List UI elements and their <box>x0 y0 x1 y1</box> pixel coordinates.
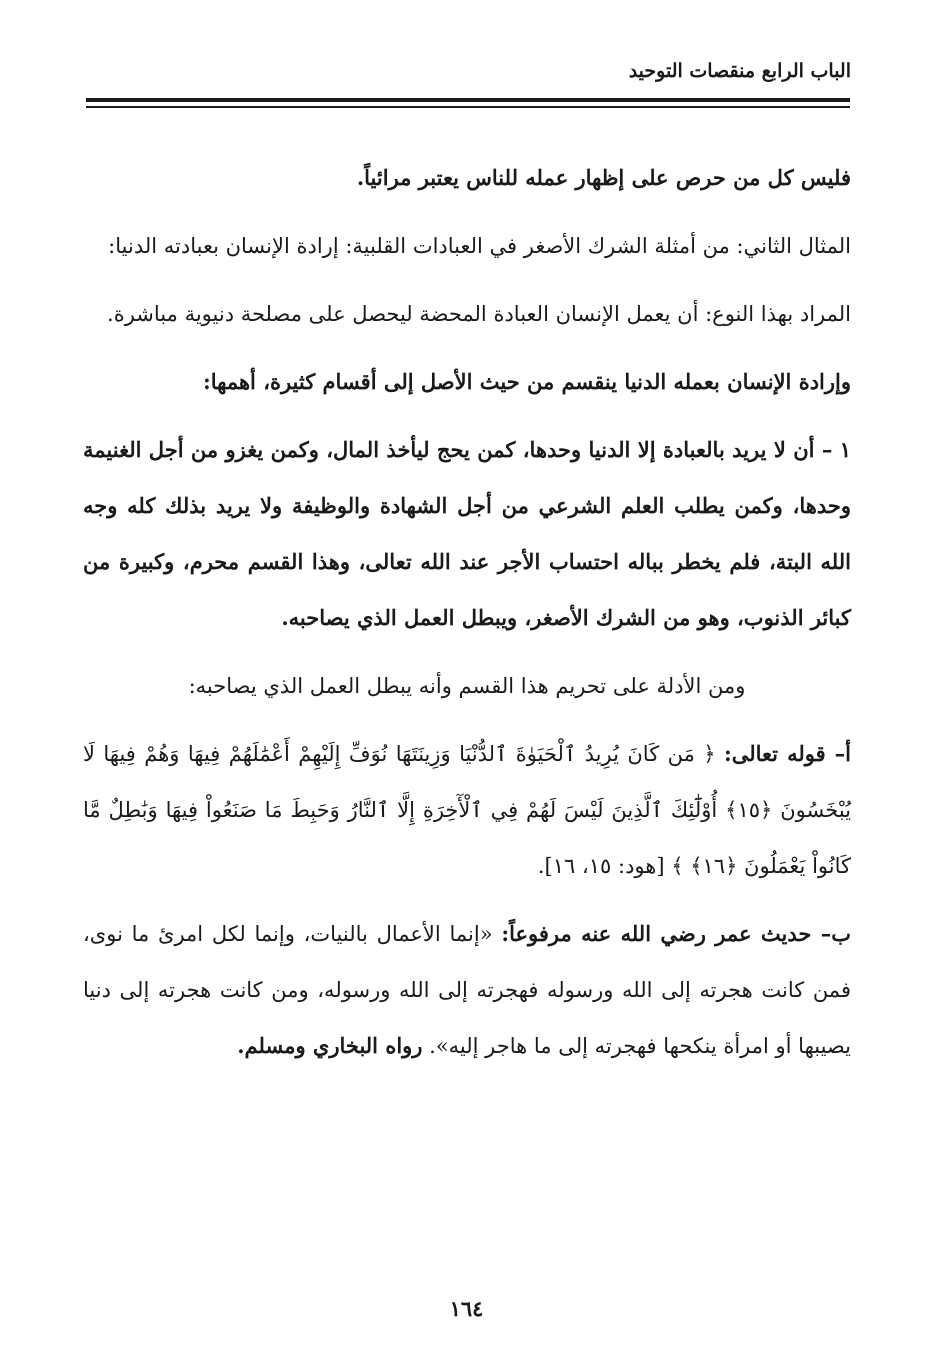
paragraph-3: المراد بهذا النوع: أن يعمل الإنسان العبادة المحضة ليحصل على مصلحة دنيوية مباشرة. <box>107 302 851 326</box>
paragraph-4: وإرادة الإنسان بعمله الدنيا ينقسم من حيث الأصل إلى أقسام كثيرة، أهمها: <box>203 369 851 394</box>
quran-verse: ﴿ مَن كَانَ يُرِيدُ ٱلْحَيَوٰةَ ٱلدُّنْيَا وَزِينَتَهَا نُوَفِّ إِلَيْهِمْ أَعْمَٰلَهُمْ فِيهَا وَهُمْ فِيهَا لَا يُبْخَسُونَ ﴿١٥﴾ أُوْلَٰٓئِكَ ٱلَّذِينَ لَيْسَ لَهُمْ فِي ٱلْأٓخِرَةِ إِلَّا ٱلنَّارُ وَحَبِطَ مَا صَنَعُواْ فِيهَا وَبَٰطِلٌ مَّا كَانُواْ يَعْمَلُونَ ﴿١٦﴾ ﴾ <box>83 742 851 878</box>
paragraph-2: المثال الثاني: من أمثلة الشرك الأصغر في العبادات القلبية: إرادة الإنسان بعبادته الدنيا: <box>108 234 851 258</box>
evidence-a-lead: أ– قوله تعالى: <box>723 741 851 766</box>
evidence-b-lead: ب– حديث عمر رضي الله عنه مرفوعاً: <box>501 921 851 946</box>
verse-reference: [هود: ١٥، ١٦]. <box>537 854 665 878</box>
paragraph-6: ومن الأدلة على تحريم هذا القسم وأنه يبطل العمل الذي يصاحبه: <box>188 674 746 698</box>
paragraph-8 <box>83 906 851 1074</box>
paragraph-5: ١ – أن لا يريد بالعبادة إلا الدنيا وحدها، كمن يحج ليأخذ المال، وكمن يغزو من أجل الغنيمة وحدها، وكمن يطلب العلم الشرعي من أجل الشهادة والوظيفة ولا يريد بذلك كله وجه الله البتة، فلم يخطر بباله احتساب الأجر عند الله تعالى، وهذا القسم محرم، وكبيرة من كبائر الذنوب، وهو من الشرك الأصغر، ويبطل العمل الذي يصاحبه. <box>83 437 851 630</box>
paragraph-1: فليس كل من حرص على إظهار عمله للناس يعتبر مرائياً. <box>356 165 851 190</box>
header-rule-thin <box>86 106 850 108</box>
header-rule-thick <box>86 98 850 102</box>
running-header: الباب الرابع منقصات التوحيد <box>628 60 851 82</box>
paragraph-7 <box>83 726 851 894</box>
hadith-text: «إنما الأعمال بالنيات، وإنما لكل امرئ ما نوى، فمن كانت هجرته إلى الله ورسوله فهجرته إلى الله ورسوله، ومن كانت هجرته إلى دنيا يصيبها أو امرأة ينكحها فهجرته إلى ما هاجر إليه». <box>83 922 851 1058</box>
hadith-source: رواه البخاري ومسلم. <box>237 1033 423 1058</box>
page-body <box>83 150 851 1086</box>
page-number: ١٦٤ <box>449 1296 484 1321</box>
